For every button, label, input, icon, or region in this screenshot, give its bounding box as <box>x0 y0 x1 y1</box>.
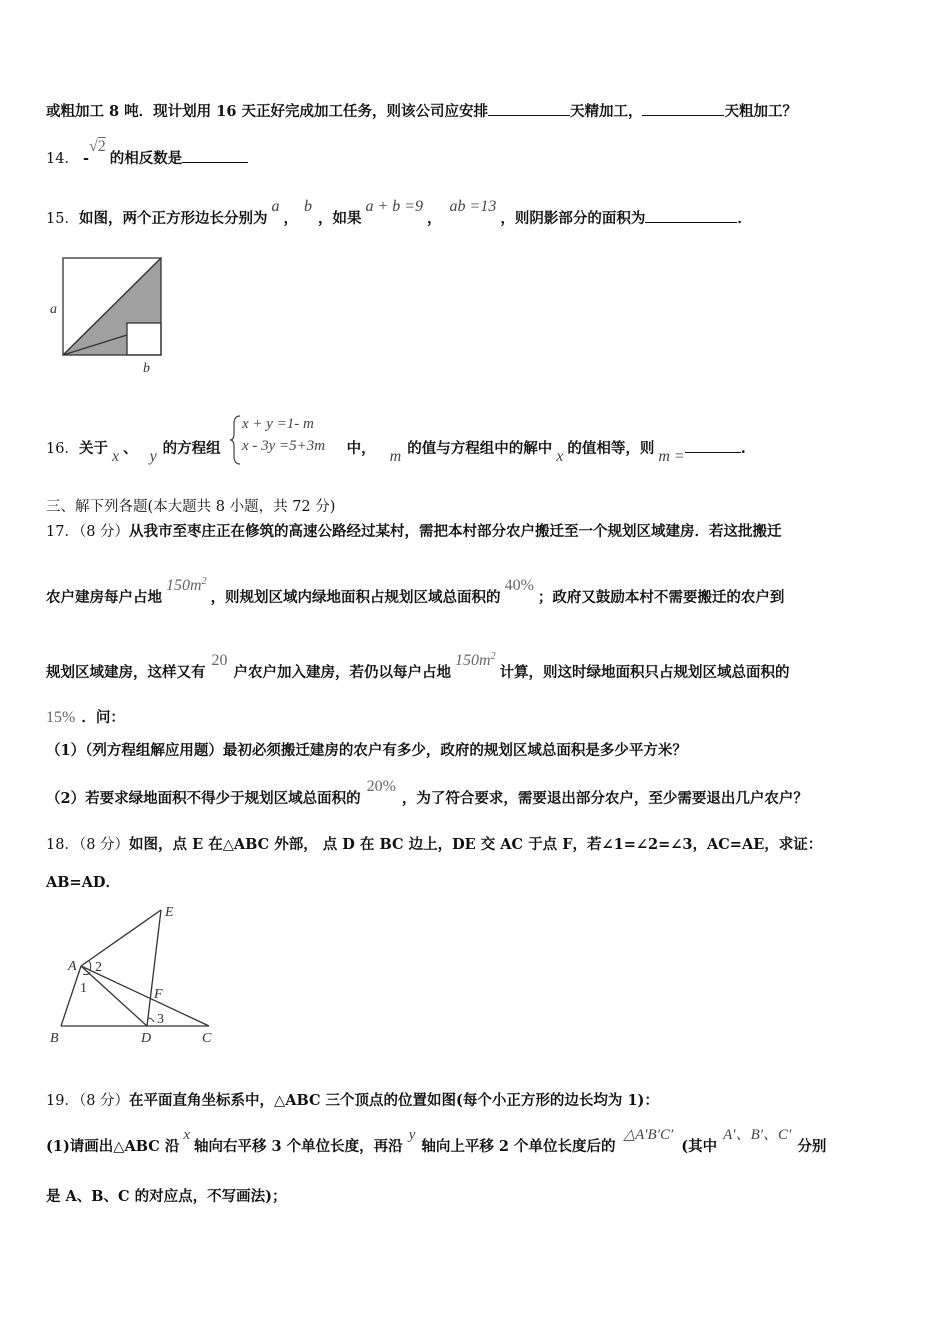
q15-text-3: ，则阴影部分的面积为 <box>500 210 646 227</box>
q15-blank[interactable] <box>645 208 737 223</box>
q17-area-1 <box>166 577 207 594</box>
q18-label-2: 2 <box>95 960 102 975</box>
q16-equation-2: x - 3y =5+3m <box>242 438 326 454</box>
q13-text-3: 天粗加工？ <box>724 103 797 120</box>
q13-text-1: 或粗加工 8 吨．现计划用 16 天正好完成加工任务，则该公司应安排 <box>46 103 488 120</box>
q17-area-1-exp: 2 <box>201 576 207 587</box>
q13-tail-line <box>46 101 797 122</box>
q18-label-3: 3 <box>157 1012 164 1027</box>
q15-end: ． <box>737 210 752 227</box>
q14-text: 的相反数是 <box>109 150 183 167</box>
q16-var-x2: x <box>556 448 564 465</box>
q17-area-2-exp: 2 <box>490 651 496 662</box>
q18-label-B: B <box>50 1031 59 1046</box>
q16-end: . <box>740 440 746 457</box>
q19-text-p1d: (其中 <box>681 1138 718 1155</box>
q14-line <box>46 138 248 169</box>
q17-line-3 <box>46 651 790 683</box>
q17-pct-2: 15% <box>46 709 76 726</box>
q14-minus: - <box>82 150 89 167</box>
q16-line <box>46 438 746 465</box>
q18-line-1 <box>46 835 822 855</box>
q17-text-3c: 计算，则这时绿地面积只占规划区域总面积的 <box>499 664 790 681</box>
q15-text-1: 如图，两个正方形边长分别为 <box>78 210 268 227</box>
q19-part-1-cont: 是 A、B、C 的对应点，不写画法)； <box>46 1188 287 1205</box>
q16-sep: 、 <box>123 440 138 457</box>
q16-text-2: 的方程组 <box>162 440 221 457</box>
q18-label-F: F <box>154 987 163 1002</box>
q17-score: （8 分） <box>78 524 130 540</box>
q15-line <box>46 198 752 229</box>
q19-var-y: y <box>408 1127 416 1143</box>
q18-text-1: 如图，点 E 在△ABC 外部， 点 D 在 BC 边上，DE 交 AC 于点 F，若∠1=∠2=∠3，AC=AE，求证： <box>129 836 823 853</box>
q16-text-5: 的值相等，则 <box>567 440 655 457</box>
q17-text-2b: ，则规划区域内绿地面积占规划区域总面积的 <box>210 589 501 606</box>
q18-label-C: C <box>202 1031 212 1046</box>
q15-var-b: b <box>303 198 312 215</box>
q18-figure <box>44 900 244 1050</box>
q15-var-a: a <box>271 198 280 215</box>
q19-number: 19． <box>46 1093 79 1109</box>
q18-score: （8 分） <box>78 837 130 853</box>
q18-segment-AB <box>61 966 81 1026</box>
q16-text-1: 关于 <box>78 440 108 457</box>
q19-part-1 <box>46 1127 827 1157</box>
q15-label-a: a <box>50 302 57 317</box>
q18-segment-AD <box>81 966 147 1026</box>
q19-score: （8 分） <box>78 1093 130 1109</box>
q17-area-2-value: 150m <box>455 652 491 669</box>
q16-blank[interactable] <box>685 438 741 453</box>
q18-angle-mark-3 <box>148 1018 154 1022</box>
q18-label-E: E <box>165 905 174 920</box>
q17-pct-1: 40% <box>504 577 534 594</box>
q17-area-2 <box>455 652 496 669</box>
q19-text-p1b: 轴向右平移 3 个单位长度，再沿 <box>194 1138 403 1155</box>
section-3-heading: 三、解下列各题(本大题共 8 小题，共 72 分) <box>46 499 336 515</box>
q14-blank[interactable] <box>182 148 248 163</box>
q17-line-4 <box>46 708 125 728</box>
q16-var-y: y <box>149 448 157 465</box>
q18-label-D: D <box>141 1031 152 1046</box>
q19-prime-points: A′、B′、C′ <box>723 1127 792 1143</box>
q18-line-2: AB=AD． <box>46 874 120 891</box>
q16-text-3: 中， <box>346 440 376 457</box>
q17-part-2 <box>46 778 808 809</box>
q13-blank-1[interactable] <box>488 101 570 116</box>
q17-text-4: ．问： <box>81 709 125 726</box>
q16-equation-system <box>242 413 325 457</box>
q19-line-1 <box>46 1091 659 1111</box>
q17-num-20: 20 <box>211 652 228 669</box>
q19-triangle-prime: △A′B′C′ <box>623 1127 674 1143</box>
q15-label-b: b <box>143 361 150 376</box>
q15-text-2: ，如果 <box>317 210 362 227</box>
q16-text-4: 的值与方程组中的解中 <box>407 440 553 457</box>
q16-var-m: m <box>389 448 402 465</box>
q17-text-2a: 农户建房每户占地 <box>46 589 162 606</box>
q19-text-p1c: 轴向上平移 2 个单位长度后的 <box>421 1138 616 1155</box>
q18-segment-AE <box>81 910 161 966</box>
q17-text-2c: ；政府又鼓励本村不需要搬迁的农户到 <box>537 589 785 606</box>
q19-text-1: 在平面直角坐标系中，△ABC 三个顶点的位置如图(每个小正方形的边长均为 1)： <box>129 1092 659 1109</box>
q15-eq-1: a + b =9 <box>365 198 424 215</box>
q17-number: 17． <box>46 524 79 540</box>
q17-text-p2a: （2）若要求绿地面积不得少于规划区域总面积的 <box>46 790 361 807</box>
q15-figure <box>44 250 184 380</box>
q18-label-1: 1 <box>80 981 87 996</box>
q17-text-3b: 户农户加入建房，若仍以每户占地 <box>233 664 451 681</box>
q15-number: 15． <box>46 211 79 227</box>
q17-line-2 <box>46 576 785 608</box>
q19-var-x: x <box>183 1127 190 1143</box>
q15-comma-2: ， <box>427 210 442 227</box>
q16-equation-1: x + y =1- m <box>242 416 314 432</box>
q18-segment-AC <box>81 966 209 1026</box>
q16-var-m2: m = <box>658 448 685 465</box>
q13-text-2: 天精加工， <box>569 103 643 120</box>
q16-number: 16． <box>46 441 79 457</box>
q14-sqrt: √2 <box>88 138 106 155</box>
q18-number: 18． <box>46 837 79 853</box>
q14-number: 14． <box>46 151 79 167</box>
q17-text-p2b: ，为了符合要求，需要退出部分农户，至少需要退出几户农户？ <box>401 790 808 807</box>
q17-line-1 <box>46 522 782 542</box>
q19-text-p1e: 分别 <box>797 1138 827 1155</box>
q17-text-3a: 规划区域建房，这样又有 <box>46 664 206 681</box>
q16-brace <box>230 414 242 466</box>
q15-eq-2: ab =13 <box>449 198 497 215</box>
q15-small-square <box>127 323 161 355</box>
q15-comma-1: ， <box>283 210 298 227</box>
q16-var-x: x <box>111 448 120 465</box>
q18-label-A: A <box>68 959 77 974</box>
q19-text-p1a: (1)请画出△ABC 沿 <box>46 1138 180 1155</box>
q17-text-1: 从我市至枣庄正在修筑的高速公路经过某村，需把本村部分农户搬迁至一个规划区域建房．若这批搬迁 <box>129 523 782 540</box>
q17-pct-3: 20% <box>366 778 396 795</box>
q18-angle-mark-2 <box>89 961 91 970</box>
q18-segment-ED <box>147 910 161 1026</box>
q17-part-1: （1）（列方程组解应用题）最初必须搬迁建房的农户有多少，政府的规划区域总面积是多少平方米？ <box>46 742 687 759</box>
q14-radicand: 2 <box>97 138 106 155</box>
q13-blank-2[interactable] <box>642 101 724 116</box>
q17-area-1-value: 150m <box>166 577 202 594</box>
